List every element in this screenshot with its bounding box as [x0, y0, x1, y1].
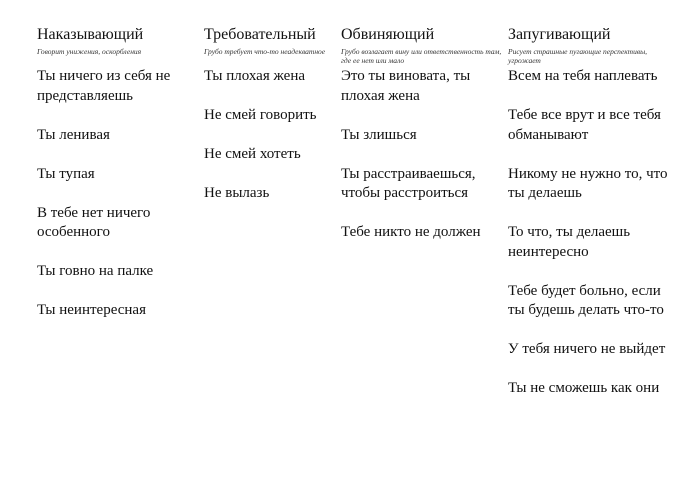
- list-item: Ты неинтересная: [37, 302, 146, 318]
- list-item: Тебе никто не должен: [341, 224, 481, 240]
- column-subtitle: Грубо требует что-то неадекватное: [204, 47, 326, 56]
- column-title: Наказывающий: [37, 26, 144, 43]
- list-item: Ты злишься: [341, 126, 417, 143]
- list-item: Ты плохая жена: [204, 68, 306, 84]
- list-item: Ты ленивая: [37, 126, 110, 143]
- column-title: Запугивающий: [508, 26, 611, 43]
- column-demanding: [204, 25, 334, 223]
- list-item: Ты расстраиваешься, чтобы расстроиться: [341, 165, 476, 201]
- column-title: Обвиняющий: [341, 26, 435, 43]
- column-intimidating: [508, 25, 673, 418]
- list-item: Ты не сможешь как они: [508, 380, 660, 396]
- list-item: Не смей говорить: [204, 107, 317, 123]
- list-item: Ты ничего из себя не представляешь: [37, 68, 171, 104]
- column-punishing: [37, 25, 197, 340]
- list-item: Всем на тебя наплевать: [508, 68, 658, 84]
- column-blaming: [341, 25, 503, 262]
- list-item: Ты говно на палке: [37, 263, 154, 279]
- list-item: Это ты виновата, ты плохая жена: [341, 68, 471, 104]
- list-item: Не вылазь: [204, 185, 270, 201]
- list-item: В тебе нет ничего особенного: [37, 204, 151, 240]
- list-item: Ты тупая: [37, 165, 95, 182]
- column-subtitle: Грубо возлагает вину или ответственность там, где ее нет или мало: [341, 47, 502, 65]
- list-item: Тебе все врут и все тебя обманывают: [508, 107, 661, 143]
- list-item: Никому не нужно то, что ты делаешь: [508, 165, 668, 201]
- list-item: Тебе будет больно, если ты будешь делать что-то: [508, 282, 664, 318]
- list-item: У тебя ничего не выйдет: [508, 341, 666, 357]
- column-subtitle: Говорит унижения, оскорбления: [37, 47, 142, 56]
- column-title: Требовательный: [204, 26, 316, 43]
- column-subtitle: Рисует страшные пугающие перспективы, угрожает: [508, 47, 648, 65]
- list-item: То что, ты делаешь неинтересно: [508, 224, 631, 260]
- list-item: Не смей хотеть: [204, 146, 301, 162]
